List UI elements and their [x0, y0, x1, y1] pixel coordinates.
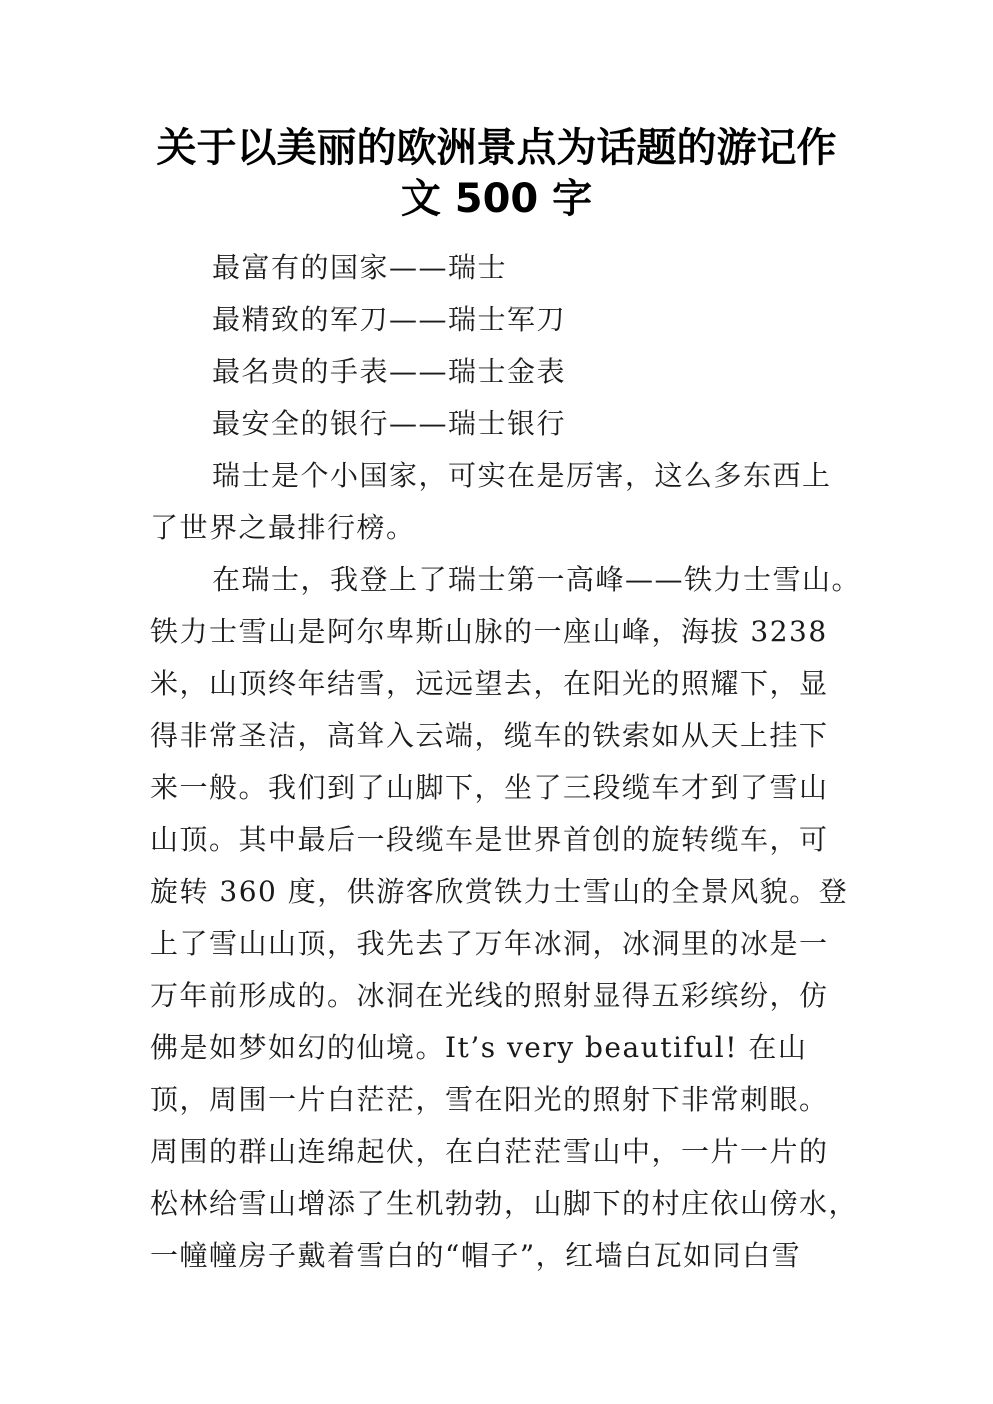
text-line: 来一般。我们到了山脚下，坐了三段缆车才到了雪山 [150, 771, 829, 804]
text-line: 一幢幢房子戴着雪白的“帽子”，红墙白瓦如同白雪 [150, 1239, 802, 1272]
text-line: 最精致的军刀——瑞士军刀 [212, 303, 567, 336]
text-line: 顶，周围一片白茫茫，雪在阳光的照射下非常刺眼。 [150, 1083, 829, 1116]
text-line: 万年前形成的。冰洞在光线的照射显得五彩缤纷，仿 [150, 979, 829, 1012]
text-line: 铁力士雪山是阿尔卑斯山脉的一座山峰，海拔 3238 [150, 615, 828, 648]
text-line: 山顶。其中最后一段缆车是世界首创的旋转缆车，可 [150, 823, 829, 856]
text-line: 了世界之最排行榜。 [150, 511, 416, 544]
text-line: 米，山顶终年结雪，远远望去，在阳光的照耀下，显 [150, 667, 829, 700]
document-title-line-1: 关于以美丽的欧洲景点为话题的游记作 [156, 125, 837, 171]
text-line: 最名贵的手表——瑞士金表 [212, 355, 567, 388]
text-line: 佛是如梦如幻的仙境。It’s very beautiful! 在山 [150, 1031, 808, 1064]
text-line: 上了雪山山顶，我先去了万年冰洞，冰洞里的冰是一 [150, 927, 829, 960]
text-line: 周围的群山连绵起伏，在白茫茫雪山中，一片一片的 [150, 1135, 829, 1168]
text-line: 最安全的银行——瑞士银行 [212, 407, 567, 440]
text-line: 最富有的国家——瑞士 [212, 251, 508, 284]
text-line: 得非常圣洁，高耸入云端，缆车的铁索如从天上挂下 [150, 719, 829, 752]
text-line: 瑞士是个小国家，可实在是厉害，这么多东西上 [212, 459, 832, 492]
document-title-line-2: 文 500 字 [400, 176, 593, 222]
text-line: 在瑞士，我登上了瑞士第一高峰——铁力士雪山。 [212, 563, 862, 596]
document-body [150, 242, 870, 1282]
text-line: 旋转 360 度，供游客欣赏铁力士雪山的全景风貌。登 [150, 875, 849, 908]
text-line: 松林给雪山增添了生机勃勃，山脚下的村庄依山傍水， [150, 1187, 859, 1220]
